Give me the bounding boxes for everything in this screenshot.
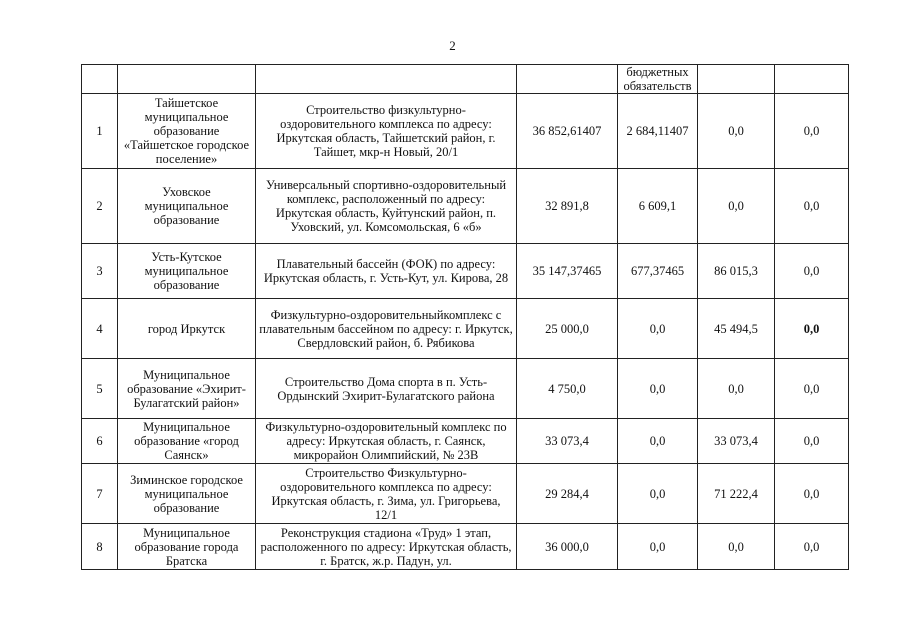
- value-cell: 36 852,61407: [517, 94, 618, 169]
- header-cell: [775, 65, 849, 94]
- value-cell: 35 147,37465: [517, 244, 618, 299]
- row-index: 5: [82, 359, 118, 419]
- value-cell: 71 222,4: [698, 464, 775, 524]
- value-cell: 0,0: [775, 524, 849, 570]
- header-cell: [256, 65, 517, 94]
- header-cell: [698, 65, 775, 94]
- object-cell: Физкультурно-оздоровительный комплекс по адресу: Иркутская область, г. Саянск, микрорайон Олимпийский, № 23В: [256, 419, 517, 464]
- table-header-row: [82, 65, 849, 94]
- value-cell: 6 609,1: [618, 169, 698, 244]
- value-cell: 0,0: [775, 464, 849, 524]
- municipality-cell: Тайшетское муниципальное образование «Тайшетское городское поселение»: [118, 94, 256, 169]
- row-index: 3: [82, 244, 118, 299]
- table-row: [82, 299, 849, 359]
- value-cell: 32 891,8: [517, 169, 618, 244]
- table-row: [82, 419, 849, 464]
- row-index: 7: [82, 464, 118, 524]
- header-cell: [82, 65, 118, 94]
- value-cell: 33 073,4: [517, 419, 618, 464]
- object-cell: Универсальный спортивно-оздоровительный комплекс, расположенный по адресу: Иркутская область, Куйтунский район, п. Уховский, ул. Комсомольская, 6 «б»: [256, 169, 517, 244]
- value-cell: 0,0: [618, 299, 698, 359]
- page-number: 2: [449, 38, 456, 53]
- value-cell: 0,0: [698, 169, 775, 244]
- value-cell: 0,0: [618, 464, 698, 524]
- object-cell: Строительство Дома спорта в п. Усть-Ордынский Эхирит-Булагатского района: [256, 359, 517, 419]
- municipality-cell: Уховское муниципальное образование: [118, 169, 256, 244]
- object-cell: Физкультурно-оздоровительныйкомплекс с плавательным бассейном по адресу: г. Иркутск, Свердловский район, б. Рябикова: [256, 299, 517, 359]
- object-cell: Строительство физкультурно-оздоровительного комплекса по адресу: Иркутская область, Тайшетский район, г. Тайшет, мкр-н Новый, 20/1: [256, 94, 517, 169]
- object-cell: Реконструкция стадиона «Труд» 1 этап, расположенного по адресу: Иркутская область, г. Братск, ж.р. Падун, ул.: [256, 524, 517, 570]
- value-cell: 0,0: [775, 299, 849, 359]
- value-cell: 0,0: [775, 419, 849, 464]
- funding-table: [81, 64, 849, 570]
- value-cell: 4 750,0: [517, 359, 618, 419]
- header-cell: [118, 65, 256, 94]
- value-cell: 0,0: [698, 359, 775, 419]
- value-cell: 0,0: [698, 524, 775, 570]
- value-cell: 33 073,4: [698, 419, 775, 464]
- value-cell: 0,0: [775, 169, 849, 244]
- value-cell: 29 284,4: [517, 464, 618, 524]
- municipality-cell: Муниципальное образование «Эхирит-Булагатский район»: [118, 359, 256, 419]
- row-index: 8: [82, 524, 118, 570]
- value-cell: 0,0: [775, 359, 849, 419]
- value-cell: 86 015,3: [698, 244, 775, 299]
- table-row: [82, 359, 849, 419]
- header-cell-budget-obligations: бюджетных обязательств: [618, 65, 698, 94]
- value-cell: 2 684,11407: [618, 94, 698, 169]
- object-cell: Плавательный бассейн (ФОК) по адресу: Иркутская область, г. Усть-Кут, ул. Кирова, 28: [256, 244, 517, 299]
- municipality-cell: город Иркутск: [118, 299, 256, 359]
- municipality-cell: Зиминское городское муниципальное образование: [118, 464, 256, 524]
- value-cell: 0,0: [698, 94, 775, 169]
- value-cell: 45 494,5: [698, 299, 775, 359]
- row-index: 2: [82, 169, 118, 244]
- municipality-cell: Усть-Кутское муниципальное образование: [118, 244, 256, 299]
- value-cell: 25 000,0: [517, 299, 618, 359]
- row-index: 4: [82, 299, 118, 359]
- value-cell: 36 000,0: [517, 524, 618, 570]
- table-row: [82, 169, 849, 244]
- value-cell: 0,0: [618, 359, 698, 419]
- table-row: [82, 94, 849, 169]
- value-cell: 0,0: [618, 419, 698, 464]
- value-cell: 0,0: [618, 524, 698, 570]
- table-row: [82, 524, 849, 570]
- header-cell: [517, 65, 618, 94]
- value-cell: 0,0: [775, 94, 849, 169]
- row-index: 6: [82, 419, 118, 464]
- table-row: [82, 464, 849, 524]
- table-row: [82, 244, 849, 299]
- value-cell: 0,0: [775, 244, 849, 299]
- value-cell: 677,37465: [618, 244, 698, 299]
- row-index: 1: [82, 94, 118, 169]
- municipality-cell: Муниципальное образование города Братска: [118, 524, 256, 570]
- object-cell: Строительство Физкультурно-оздоровительного комплекса по адресу: Иркутская область, г. Зима, ул. Григорьева, 12/1: [256, 464, 517, 524]
- municipality-cell: Муниципальное образование «город Саянск»: [118, 419, 256, 464]
